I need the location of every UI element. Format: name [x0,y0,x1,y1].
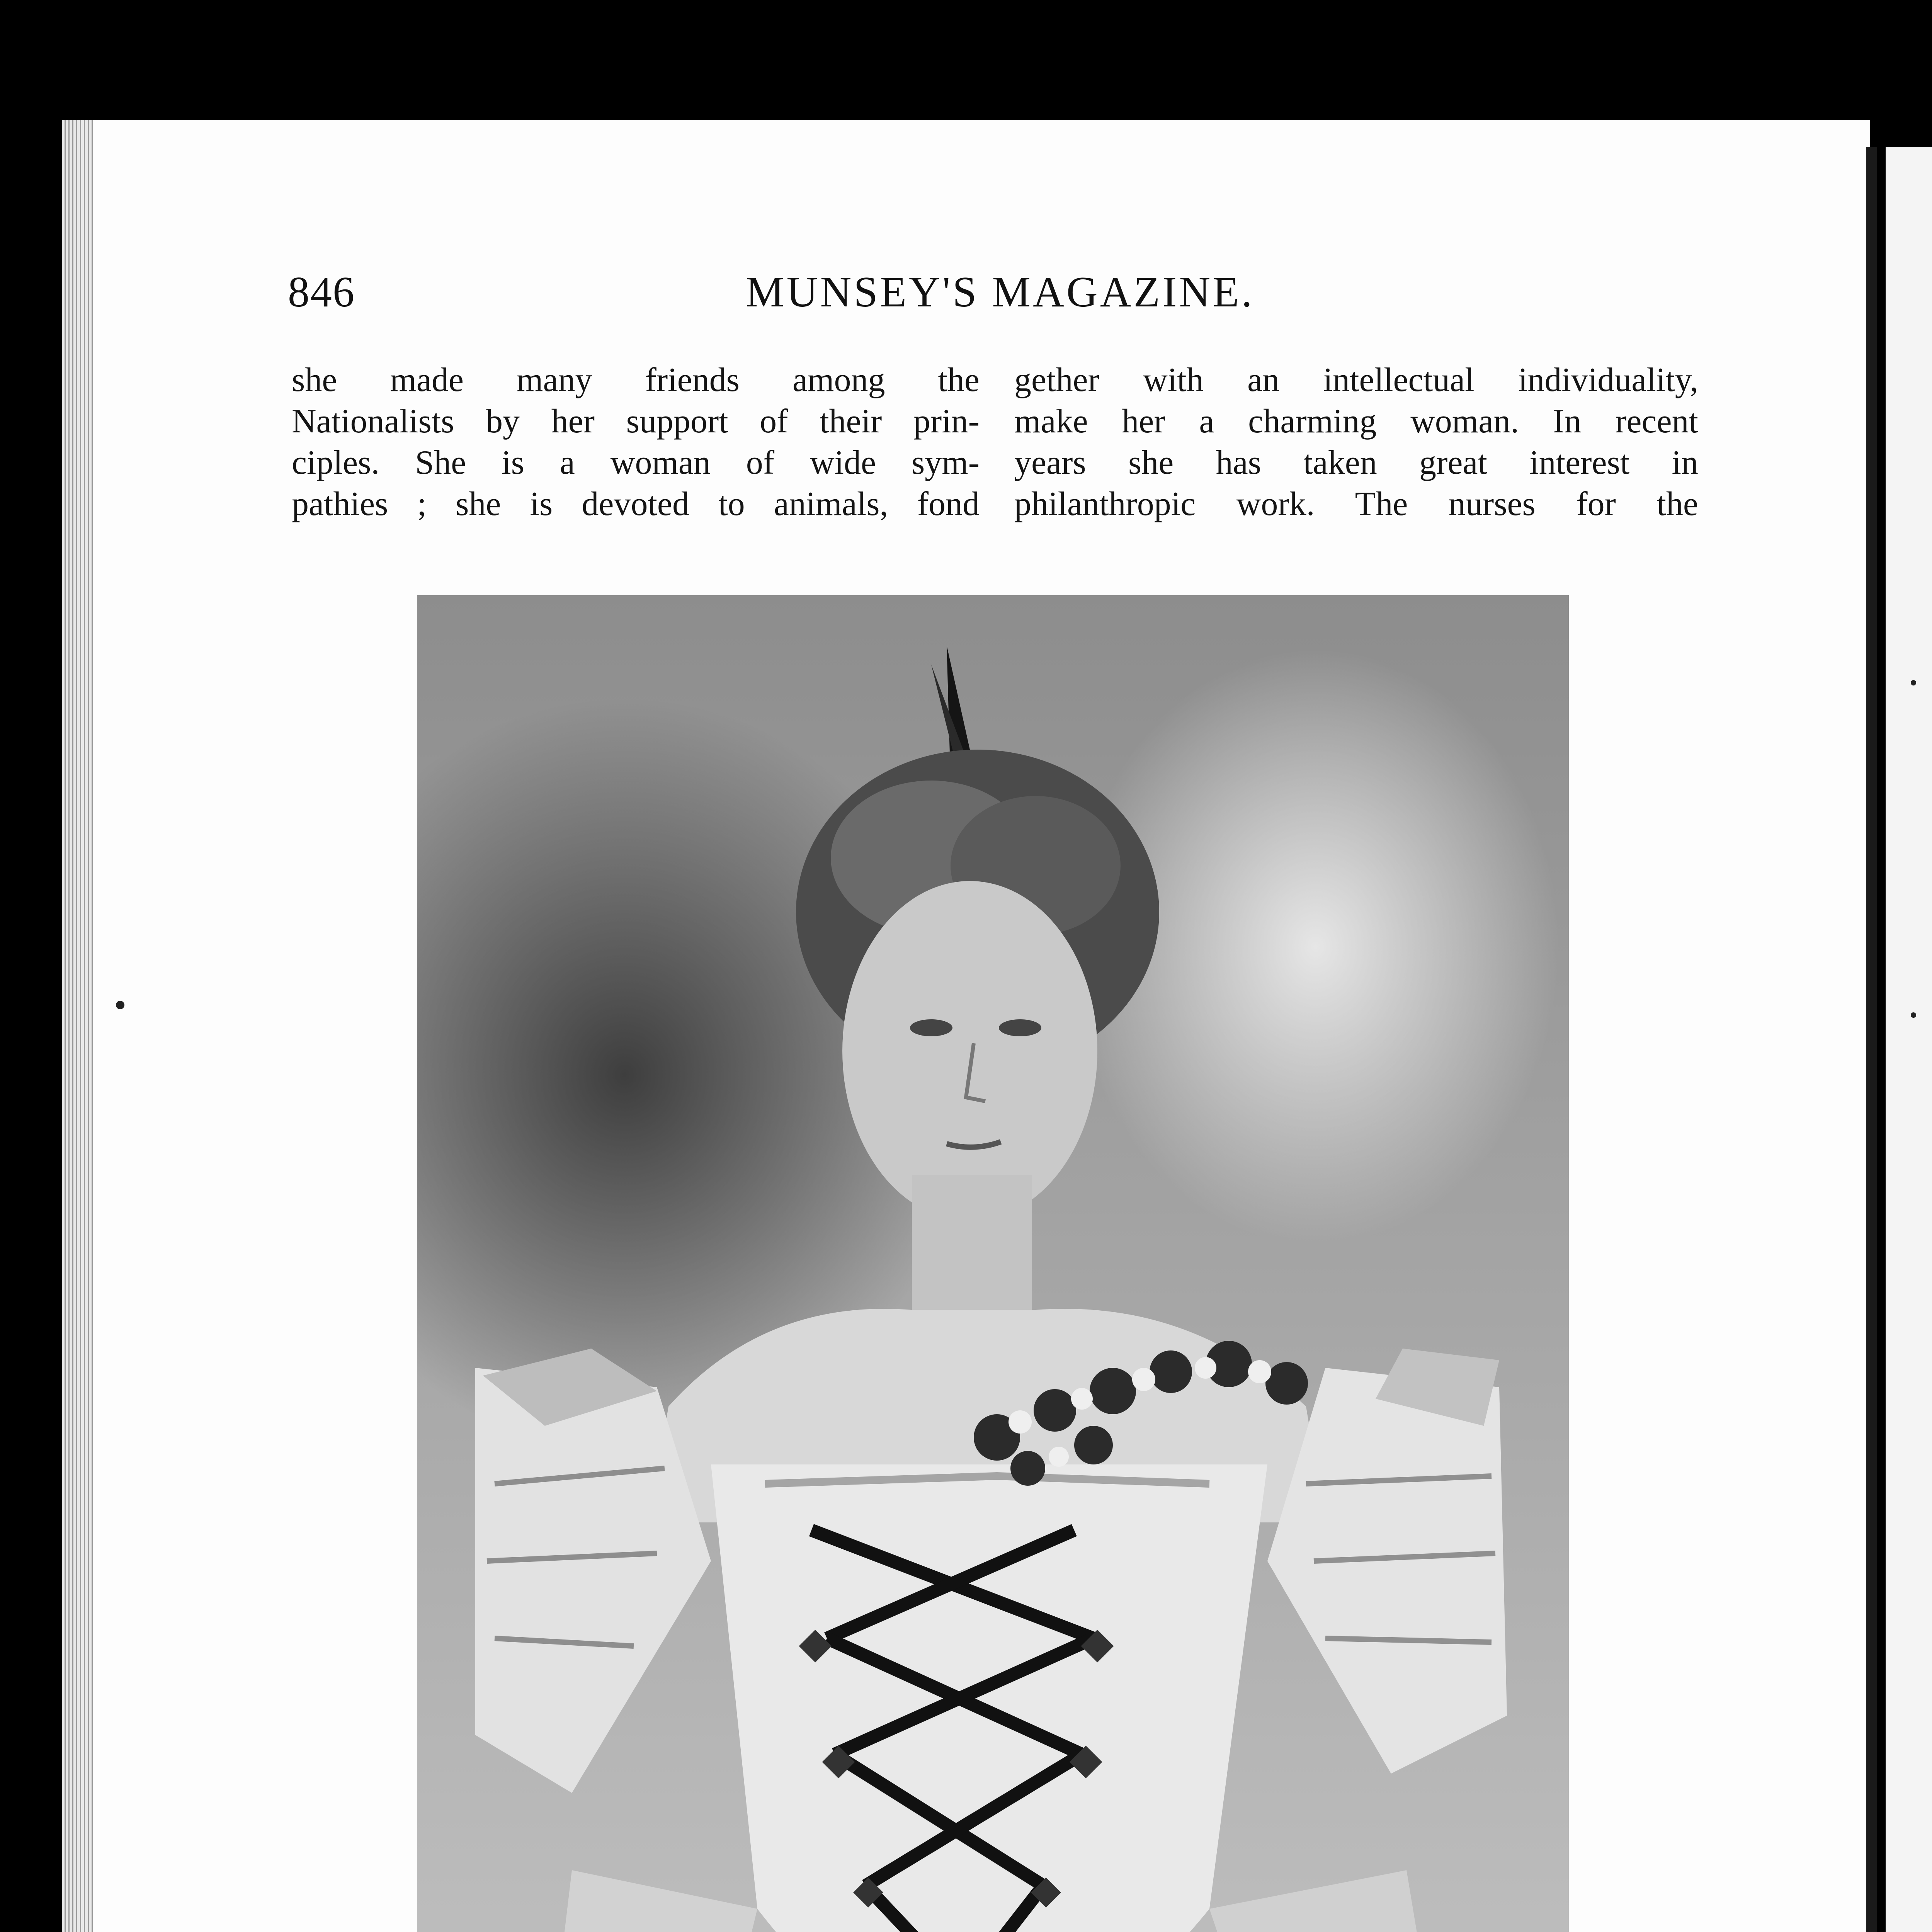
text-line: pathies ; she is devoted to animals, fond [292,485,980,523]
gutter-shadow [1866,147,1877,1932]
page-number: 846 [288,268,355,316]
text-line: ciples. She is a woman of wide sym- [292,444,980,481]
text-line: gether with an intellectual individuality, [1014,361,1698,399]
facing-page-edge [1886,147,1932,1932]
speck-mark [1911,680,1916,685]
portrait-photograph [417,595,1569,1932]
portrait-illustration [417,595,1569,1932]
speck-mark [1911,1012,1916,1018]
text-column-top-left [292,359,980,525]
text-line: years she has taken great interest in [1014,444,1698,481]
text-column-top-right [1014,359,1698,525]
text-line: she made many friends among the [292,361,980,399]
text-line: philanthropic work. The nurses for the [1014,485,1698,523]
speck-mark [116,1001,124,1009]
running-head: MUNSEY'S MAGAZINE. [746,268,1255,316]
text-line: Nationalists by her support of their prin- [292,403,980,440]
text-line: make her a charming woman. In recent [1014,403,1698,440]
